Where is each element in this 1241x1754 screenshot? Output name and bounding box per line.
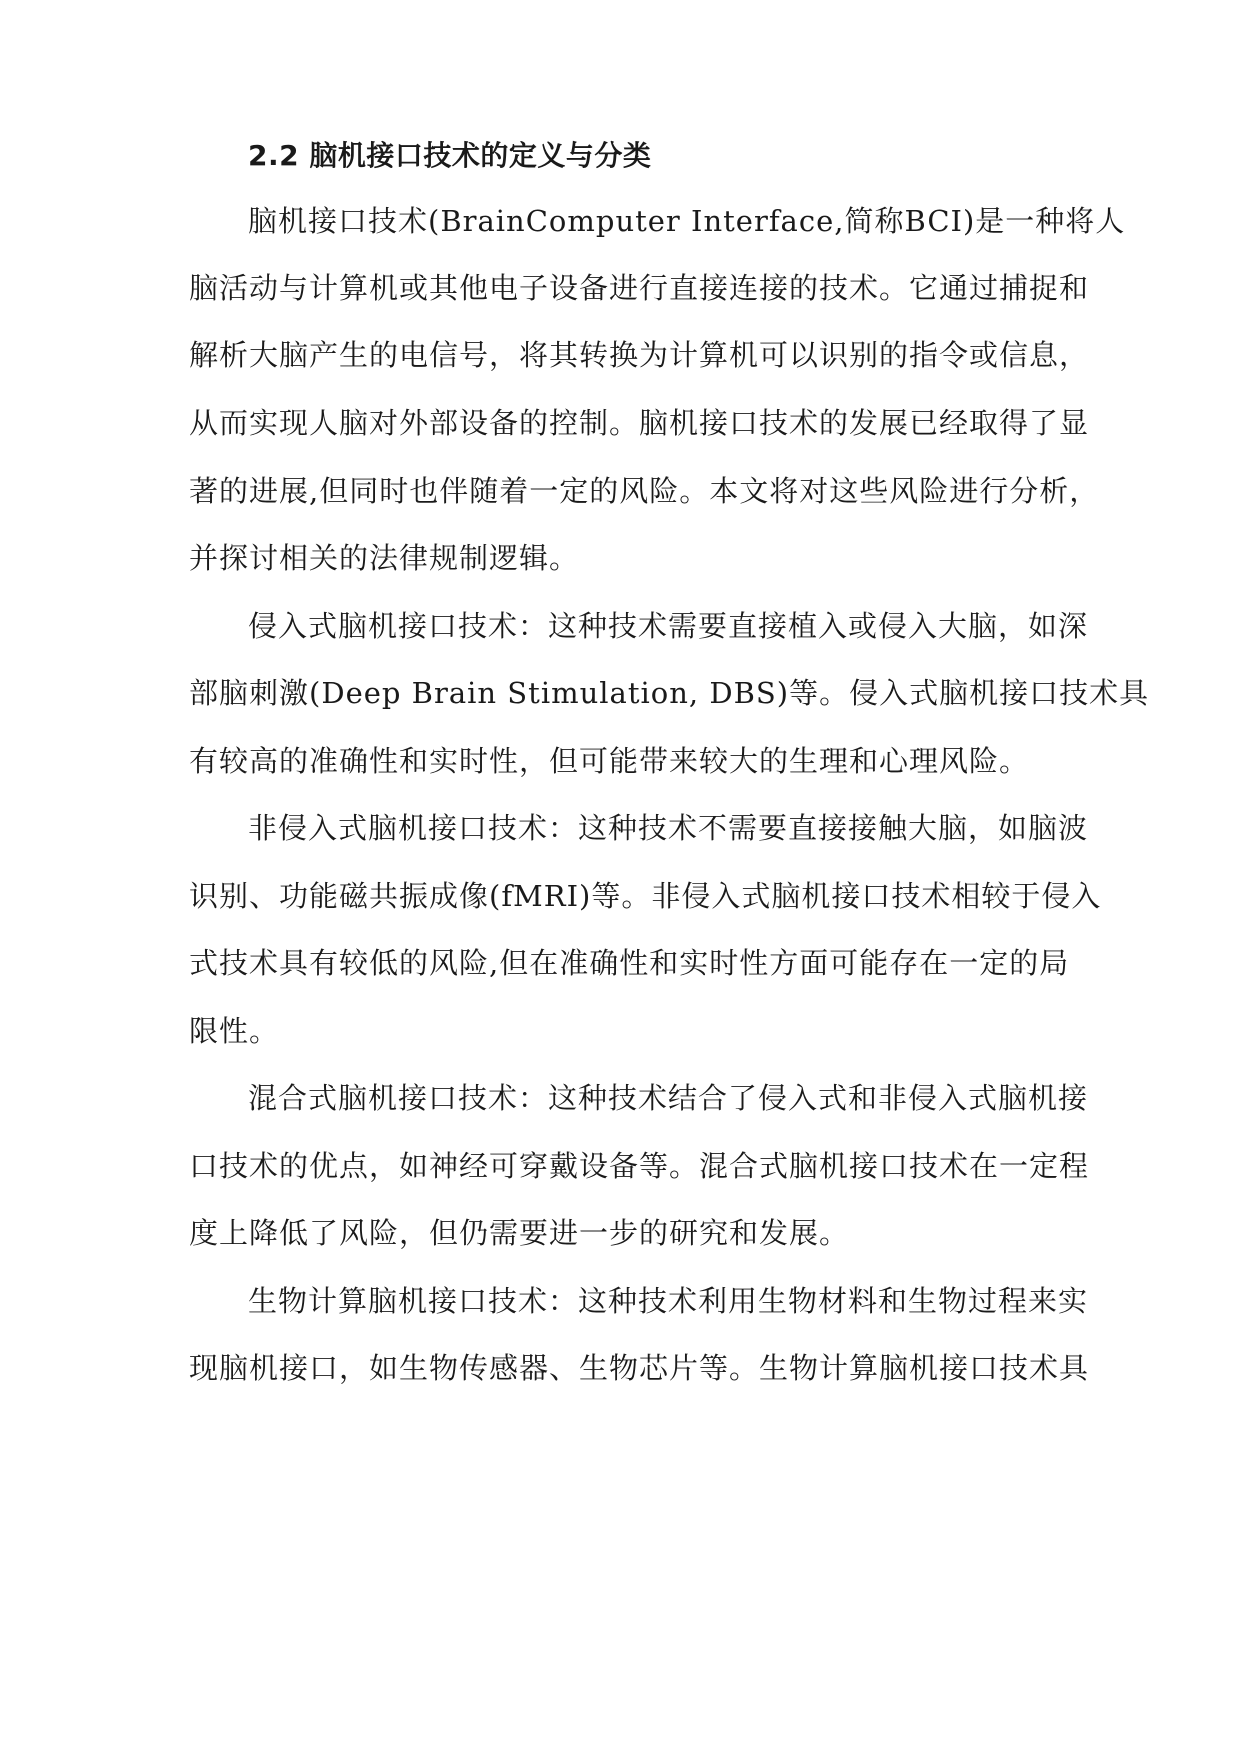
paragraph-1-line-1: 脑机接口技术(BrainComputer Interface,简称BCI)是一种将人	[248, 204, 1126, 238]
paragraph-3-line-4: 限性。	[189, 1014, 280, 1048]
paragraph-4-line-1: 混合式脑机接口技术：这种技术结合了侵入式和非侵入式脑机接	[248, 1081, 1089, 1115]
paragraph-3-line-1: 非侵入式脑机接口技术：这种技术不需要直接接触大脑，如脑波	[248, 811, 1089, 845]
section-heading: 2.2 脑机接口技术的定义与分类	[248, 139, 652, 172]
paragraph-3-line-2: 识别、功能磁共振成像(fMRI)等。非侵入式脑机接口技术相较于侵入	[189, 879, 1102, 913]
paragraph-1-line-4: 从而实现人脑对外部设备的控制。脑机接口技术的发展已经取得了显	[189, 406, 1090, 440]
paragraph-5-line-2: 现脑机接口，如生物传感器、生物芯片等。生物计算脑机接口技术具	[189, 1351, 1090, 1385]
paragraph-5-line-1: 生物计算脑机接口技术：这种技术利用生物材料和生物过程来实	[248, 1284, 1089, 1318]
paragraph-2-line-1: 侵入式脑机接口技术：这种技术需要直接植入或侵入大脑，如深	[248, 609, 1089, 643]
paragraph-3-line-3: 式技术具有较低的风险,但在准确性和实时性方面可能存在一定的局	[189, 946, 1070, 980]
paragraph-4-line-2: 口技术的优点，如神经可穿戴设备等。混合式脑机接口技术在一定程	[189, 1149, 1090, 1183]
paragraph-4-line-3: 度上降低了风险，但仍需要进一步的研究和发展。	[189, 1216, 850, 1250]
paragraph-2-line-3: 有较高的准确性和实时性，但可能带来较大的生理和心理风险。	[189, 744, 1030, 778]
paragraph-1-line-6: 并探讨相关的法律规制逻辑。	[189, 541, 580, 575]
paragraph-1-line-3: 解析大脑产生的电信号，将其转换为计算机可以识别的指令或信息，	[189, 338, 1090, 372]
paragraph-1-line-2: 脑活动与计算机或其他电子设备进行直接连接的技术。它通过捕捉和	[189, 271, 1090, 305]
paragraph-2-line-2: 部脑刺激(Deep Brain Stimulation, DBS)等。侵入式脑机接口技术具	[189, 676, 1150, 710]
paragraph-1-line-5: 著的进展,但同时也伴随着一定的风险。本文将对这些风险进行分析，	[189, 474, 1100, 508]
